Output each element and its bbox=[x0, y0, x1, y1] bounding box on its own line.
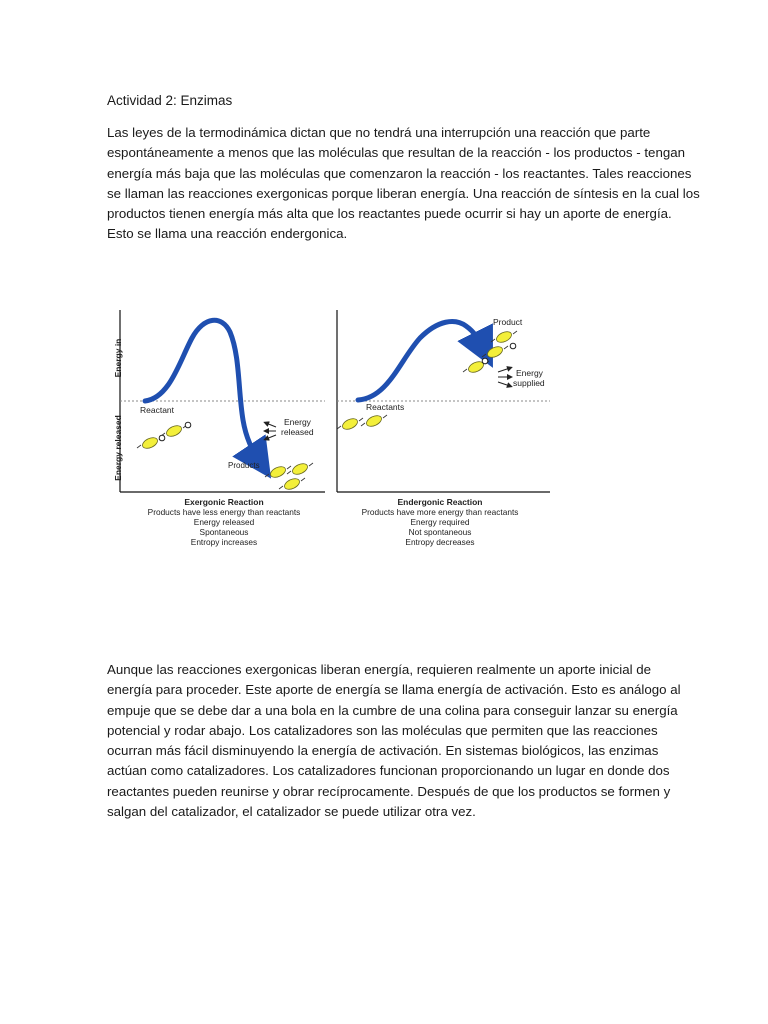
energy-supplied-label-2: supplied bbox=[513, 378, 545, 388]
paragraph-line: Las leyes de la termodinámica dictan que no tendrá una interrupción una reacción que parte bbox=[107, 125, 651, 140]
paragraph-line: espontáneamente a menos que las moléculas que resultan de la reacción - los productos - tengan bbox=[107, 145, 686, 161]
endergonic-caption-line: Not spontaneous bbox=[408, 527, 472, 537]
activation-energy-paragraph bbox=[107, 660, 681, 822]
arrow-icon bbox=[266, 423, 276, 427]
exergonic-caption-line: Spontaneous bbox=[199, 527, 249, 537]
paragraph-line: potencial y rodar abajo. Los catalizadores son las moléculas que permiten que las reacciones bbox=[107, 722, 658, 738]
molecule-icon bbox=[279, 477, 305, 492]
endergonic-caption-line: Entropy decreases bbox=[405, 537, 475, 547]
paragraph-line: Esto se llama una reacción endergonica. bbox=[107, 226, 348, 242]
molecule-icon bbox=[287, 462, 313, 477]
molecule-icon bbox=[265, 465, 291, 480]
products-label: Products bbox=[228, 461, 260, 470]
exergonic-caption-line: Energy released bbox=[193, 517, 255, 527]
reaction-energy-figure bbox=[100, 300, 560, 560]
exergonic-caption-line: Entropy increases bbox=[190, 537, 258, 547]
intro-paragraph bbox=[107, 123, 700, 245]
paragraph-line: energía para proceder. Este aporte de energía se llama energía de activación. Esto es análogo al bbox=[107, 682, 681, 698]
molecule-icon bbox=[361, 414, 387, 429]
paragraph-line: empuje que se debe dar a una bola en la cumbre de una colina para conseguir lanzar su energía bbox=[107, 702, 678, 718]
molecule-icon bbox=[482, 345, 508, 360]
paragraph-line: se llaman las reacciones exergonicas porque liberan energía. Una reacción de síntesis en la cual los bbox=[107, 185, 700, 201]
molecule-icon bbox=[161, 424, 187, 439]
axis-energy-released-left: Energy released bbox=[113, 415, 123, 481]
molecule-icon bbox=[337, 417, 363, 432]
energy-released-label-1: Energy bbox=[284, 417, 311, 427]
paragraph-line: ocurran más fácil disminuyendo la energía de activación. En sistemas biológicos, las enzimas bbox=[107, 743, 659, 759]
energy-diagram bbox=[100, 300, 560, 560]
axis-energy-in-left: Energy in bbox=[113, 338, 123, 378]
arrow-icon bbox=[266, 435, 276, 439]
paragraph-line: energía más baja que las moléculas que comenzaron la reacción - los reactantes. Tales reacciones bbox=[107, 165, 692, 181]
document-title: Actividad 2: Enzimas bbox=[107, 93, 233, 108]
energy-supplied-label-1: Energy bbox=[516, 368, 543, 378]
exergonic-caption-title: Exergonic Reaction bbox=[184, 497, 264, 507]
endergonic-caption-line: Products have more energy than reactants bbox=[361, 507, 519, 517]
bond-icon bbox=[159, 435, 165, 441]
bond-icon bbox=[482, 358, 488, 364]
paragraph-line: reactantes pueden reunirse y obrar recíprocamente. Después de que los productos se formen y bbox=[107, 783, 671, 799]
bond-icon bbox=[510, 343, 516, 349]
endergonic-caption-line: Energy required bbox=[410, 517, 470, 527]
arrow-icon bbox=[498, 368, 510, 372]
bond-icon bbox=[185, 422, 191, 428]
paragraph-line: salgan del catalizador, el catalizador se puede utilizar otra vez. bbox=[107, 804, 476, 820]
paragraph-line: productos tienen energía más alta que los reactantes puede ocurrir si hay un aporte de energía. bbox=[107, 206, 672, 222]
endergonic-caption-title: Endergonic Reaction bbox=[397, 497, 483, 507]
arrow-icon bbox=[498, 382, 510, 386]
paragraph-line: actúan como catalizadores. Los catalizadores funcionan proporcionando un lugar en donde dos bbox=[107, 763, 670, 779]
reactants-label: Reactants bbox=[366, 402, 405, 412]
product-label: Product bbox=[493, 317, 523, 327]
molecule-icon bbox=[491, 330, 517, 345]
exergonic-caption-line: Products have less energy than reactants bbox=[147, 507, 301, 517]
reactant-label: Reactant bbox=[140, 405, 175, 415]
energy-released-label-2: released bbox=[281, 427, 314, 437]
endergonic-curve-arrow bbox=[358, 322, 484, 400]
paragraph-line: Aunque las reacciones exergonicas liberan energía, requieren realmente un aporte inicial de bbox=[107, 662, 652, 677]
